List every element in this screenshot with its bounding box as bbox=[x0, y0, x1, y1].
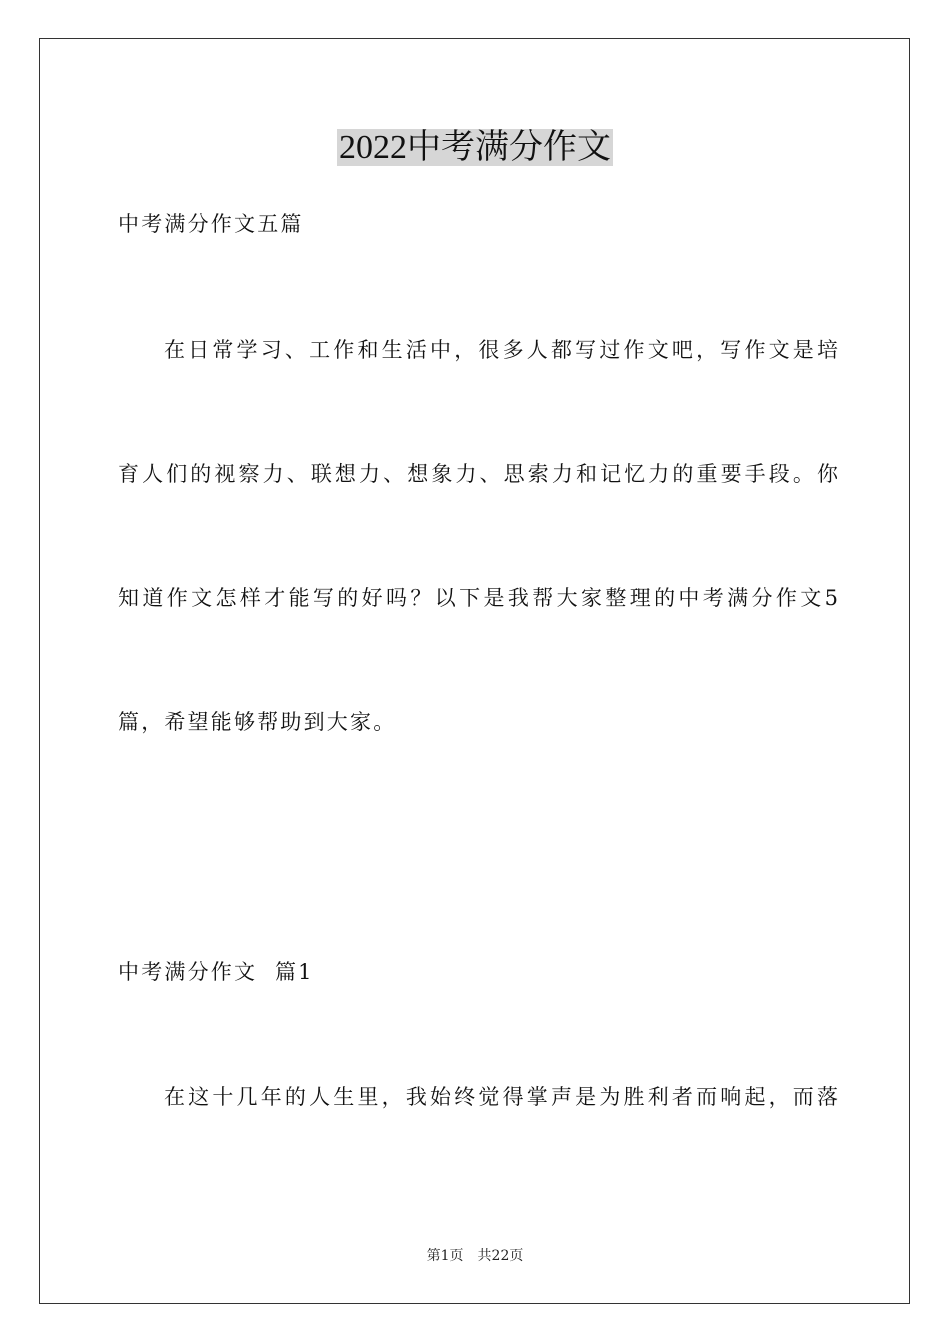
intro-paragraph-line: 篇，希望能够帮助到大家。 bbox=[118, 710, 397, 734]
document-title bbox=[0, 126, 950, 170]
page-number-current: 第1页 bbox=[426, 1248, 464, 1264]
page-footer bbox=[0, 1247, 950, 1265]
page-number-total: 共22页 bbox=[477, 1248, 524, 1264]
intro-paragraph-line: 知道作文怎样才能写的好吗？以下是我帮大家整理的中考满分作文5 bbox=[118, 586, 838, 610]
section-paragraph-line: 在这十几年的人生里，我始终觉得掌声是为胜利者而响起，而落 bbox=[164, 1085, 838, 1109]
intro-paragraph-line: 育人们的视察力、联想力、想象力、思索力和记忆力的重要手段。你 bbox=[118, 462, 838, 486]
intro-paragraph-line: 在日常学习、工作和生活中，很多人都写过作文吧，写作文是培 bbox=[164, 338, 838, 362]
section-heading: 中考满分作文 篇1 bbox=[118, 960, 314, 984]
document-subtitle: 中考满分作文五篇 bbox=[118, 212, 304, 236]
document-title-text: 2022中考满分作文 bbox=[339, 129, 611, 166]
